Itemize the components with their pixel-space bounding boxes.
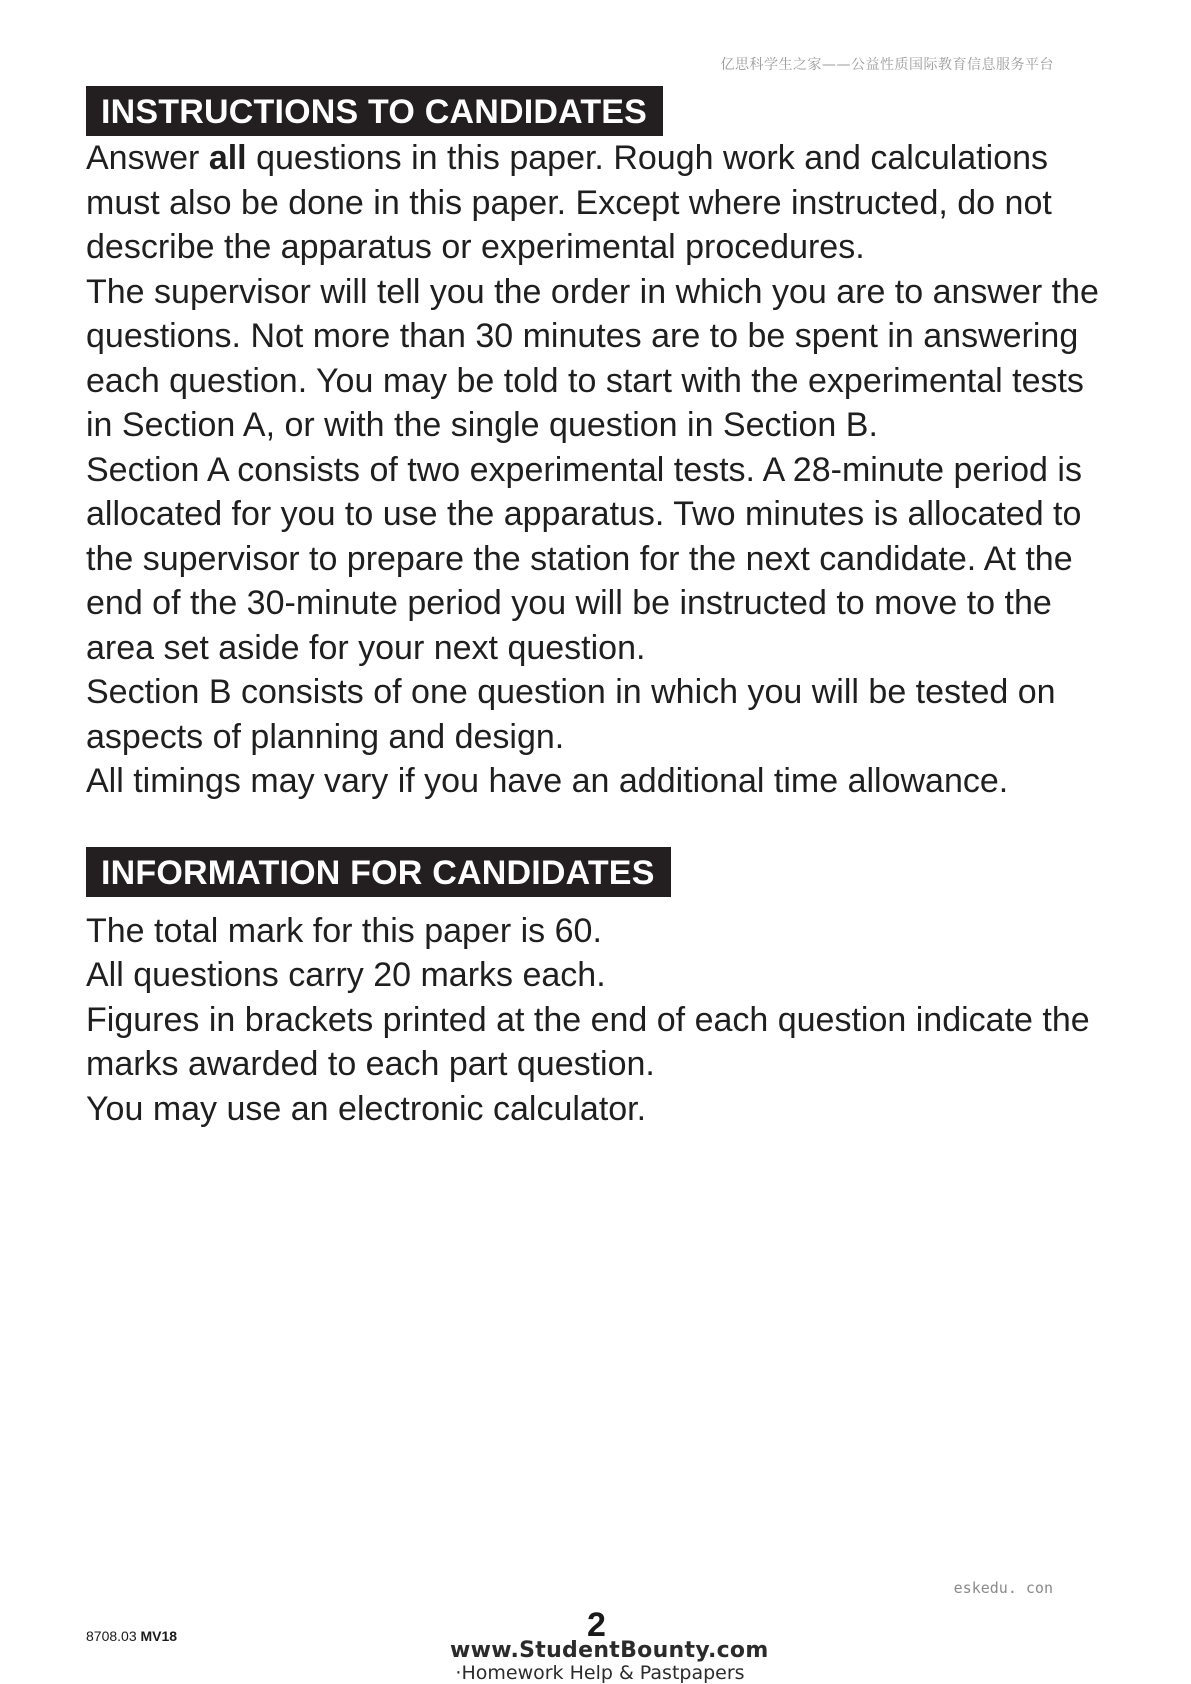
header-watermark: 亿思科学生之家——公益性质国际教育信息服务平台 [720,57,1054,73]
instructions-paragraph-1 [86,136,1126,270]
information-heading: INFORMATION FOR CANDIDATES [86,847,671,897]
information-paragraph-3: Figures in brackets printed at the end of each question indicate the marks awarded to each part question. [86,1000,1090,1083]
instructions-paragraph-3: Section A consists of two experimental tests. A 28-minute period is allocated for you to use the apparatus. Two minutes is allocated to the supervisor to prepare the station for the next candidate. At the end of the 30-minute period you will be instructed to move to the area set aside for your next question. [86,450,1082,667]
information-paragraph-1: The total mark for this paper is 60. [86,911,602,950]
instructions-heading: INSTRUCTIONS TO CANDIDATES [86,86,663,136]
information-paragraph-4: You may use an electronic calculator. [86,1089,647,1128]
studentbounty-logo [450,1638,769,1684]
information-paragraph-2: All questions carry 20 marks each. [86,956,606,994]
instructions-section [86,86,1126,804]
instructions-paragraph-2: The supervisor will tell you the order in which you are to answer the questions. Not more than 30 minutes are to be spent in answering each question. You may be told to start with the experimental tests in Section A, or with the single question in Section B. [86,272,1099,444]
page-number: 2 [587,1606,606,1644]
page-content [86,86,1126,1131]
instructions-paragraph-4: Section B consists of one question in which you will be tested on aspects of planning and design. [86,673,1056,756]
paper-series: MV18 [140,1628,178,1644]
studentbounty-tagline: ·Homework Help & Pastpapers [455,1662,745,1684]
site-watermark: eskedu. con [953,1579,1053,1597]
instructions-p1-start: Answer [86,139,209,177]
instructions-paragraph-5: All timings may vary if you have an additional time allowance. [86,762,1009,800]
paper-code-number: 8708.03 [86,1628,137,1644]
paper-code [86,1628,177,1644]
instructions-p1-rest: questions in this paper. Rough work and calculations must also be done in this paper. Except where instructed, do not describe the apparatus or experimental procedures. [86,139,1052,266]
instructions-p1-bold: all [208,139,247,177]
information-section [86,847,1126,1132]
studentbounty-url: www.StudentBounty.com [450,1638,769,1663]
